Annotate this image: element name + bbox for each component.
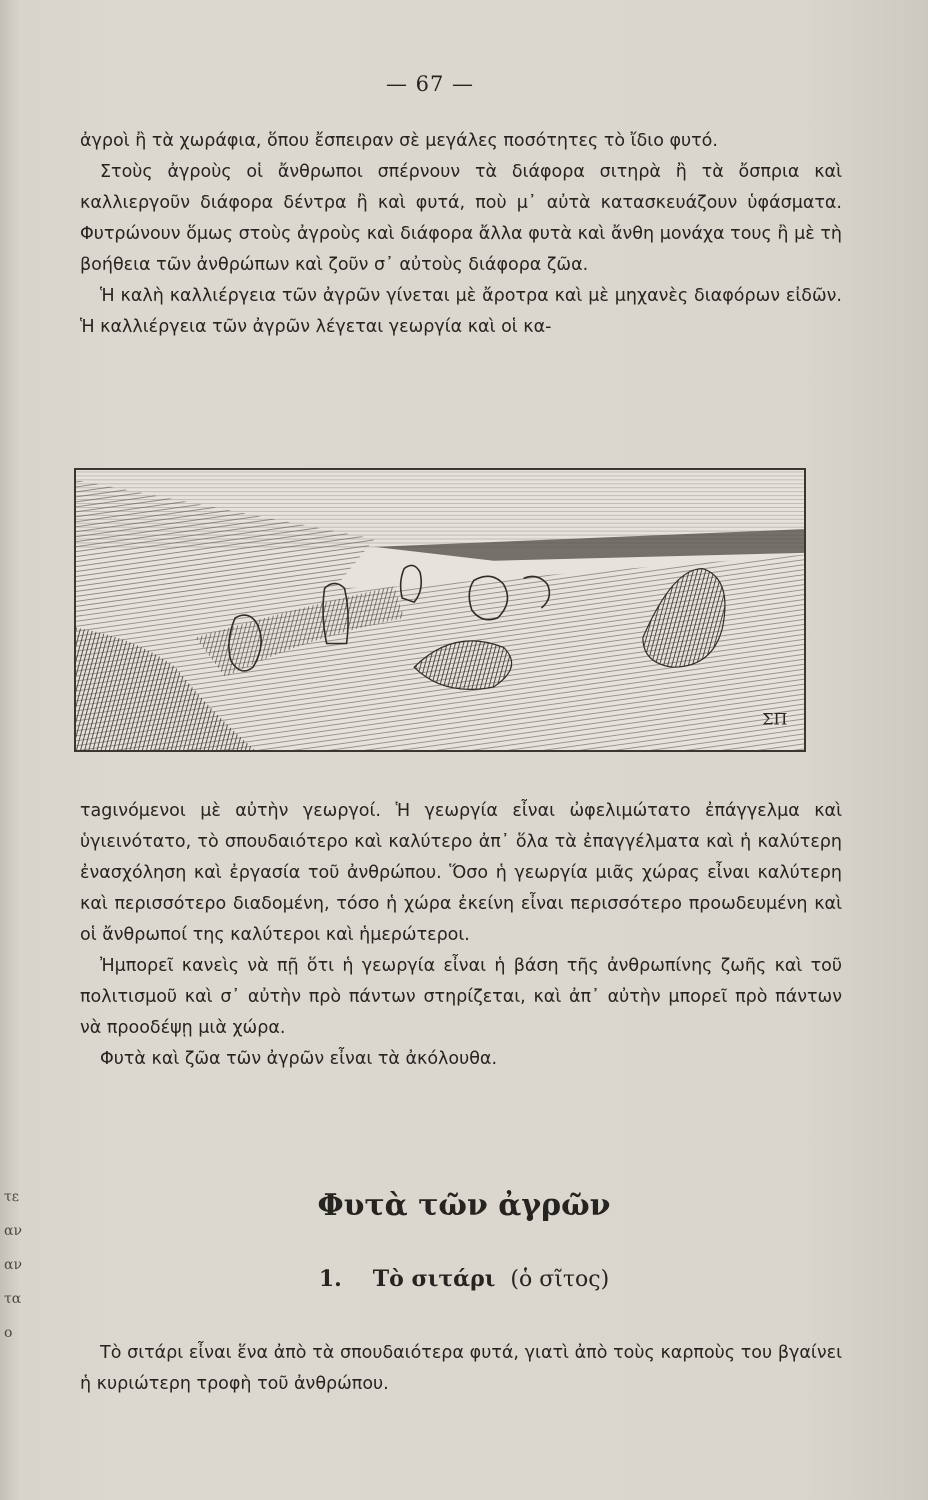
section-title: Φυτὰ τῶν ἀγρῶν: [317, 1188, 611, 1223]
margin-fragment: αν: [4, 1223, 22, 1239]
subsection-heading: [0, 1266, 928, 1292]
paragraph-6: Φυτὰ καὶ ζῶα τῶν ἀγρῶν εἶναι τὰ ἀκόλουθα.: [100, 1049, 498, 1069]
subsection-number: 1.: [318, 1266, 342, 1292]
page-number: — 67 —: [385, 72, 475, 96]
paragraph-2: Στοὺς ἀγροὺς οἱ ἄνθρωποι σπέρνουν τὰ διάφορα σιτηρὰ ἢ τὰ ὄσπρια καὶ καλλιεργοῦν διάφορα δέντρα ἢ καὶ φυτά, ποὺ μ᾽ αὐτὰ κατασκευάζουν ὑφάσματα. Φυτρώνουν ὅμως στοὺς ἀγροὺς καὶ διάφορα ἄλλα φυτὰ καὶ ἄνθη μονάχα τους ἢ μὲ τὴ βοήθεια τῶν ἀνθρώπων καὶ ζοῦν σ᾽ αὐτοὺς διάφορα ζῶα.: [80, 162, 842, 275]
text-block-bottom: [80, 1338, 842, 1400]
paragraph-1: ἀγροὶ ἢ τὰ χωράφια, ὅπου ἔσπειραν σὲ μεγάλες ποσότητες τὸ ἴδιο φυτό.: [80, 131, 718, 151]
text-block-middle: [80, 796, 842, 1075]
margin-fragment: ο: [4, 1325, 13, 1341]
paragraph-3: Ἡ καλὴ καλλιέργεια τῶν ἀγρῶν γίνεται μὲ ἄροτρα καὶ μὲ μηχανὲς διαφόρων εἰδῶν. Ἡ καλλιέργεια τῶν ἀγρῶν λέγεται γεωργία καὶ οἱ κα-: [80, 286, 842, 337]
margin-fragment: αν: [4, 1257, 22, 1273]
margin-fragment: τα: [4, 1291, 22, 1307]
margin-fragments: [4, 1180, 22, 1350]
subsection-name: Τὸ σιτάρι: [372, 1266, 496, 1292]
harvest-scene-drawing: [76, 470, 804, 750]
text-block-top: [80, 126, 842, 343]
harvest-illustration: [74, 468, 806, 752]
paragraph-5: Ἠμπορεῖ κανεὶς νὰ πῇ ὅτι ἡ γεωργία εἶναι ἡ βάση τῆς ἀνθρωπίνης ζωῆς καὶ τοῦ πολιτισμοῦ καὶ σ᾽ αὐτὴν πρὸ πάντων στηρίζεται, καὶ ἀπ᾽ αὐτὴν μπορεῖ πρὸ πάντων νὰ προοδέψῃ μιὰ χώρα.: [80, 956, 842, 1038]
paragraph-4: τagινόμενοι μὲ αὐτὴν γεωργοί. Ἡ γεωργία εἶναι ὠφελιμώτατο ἐπάγγελμα καὶ ὑγιεινότατο, τὸ σπουδαιότερο καὶ καλύτερο ἀπ᾽ ὅλα τὰ ἐπαγγέλματα καὶ ἡ καλύτερη ἐνασχόληση καὶ ἐργασία τοῦ ἀνθρώπου. Ὅσο ἡ γεωργία μιᾶς χώρας εἶναι καλύτερη καὶ περισσότερο διαδομένη, τόσο ἡ χώρα ἐκείνη εἶναι περισσότερο προωδευμένη καὶ οἱ ἄνθρωποί της καλύτεροι καὶ ἡμερώτεροι.: [80, 801, 842, 945]
subsection-parenthetical: (ὁ σῖτος): [510, 1267, 610, 1292]
paragraph-7: Τὸ σιτάρι εἶναι ἕνα ἀπὸ τὰ σπουδαιότερα φυτά, γιατὶ ἀπὸ τοὺς καρποὺς του βγαίνει ἡ κυριώτερη τροφὴ τοῦ ἀνθρώπου.: [80, 1343, 842, 1394]
margin-fragment: τε: [4, 1189, 19, 1205]
illustration-signature: ΣΠ: [762, 709, 788, 729]
